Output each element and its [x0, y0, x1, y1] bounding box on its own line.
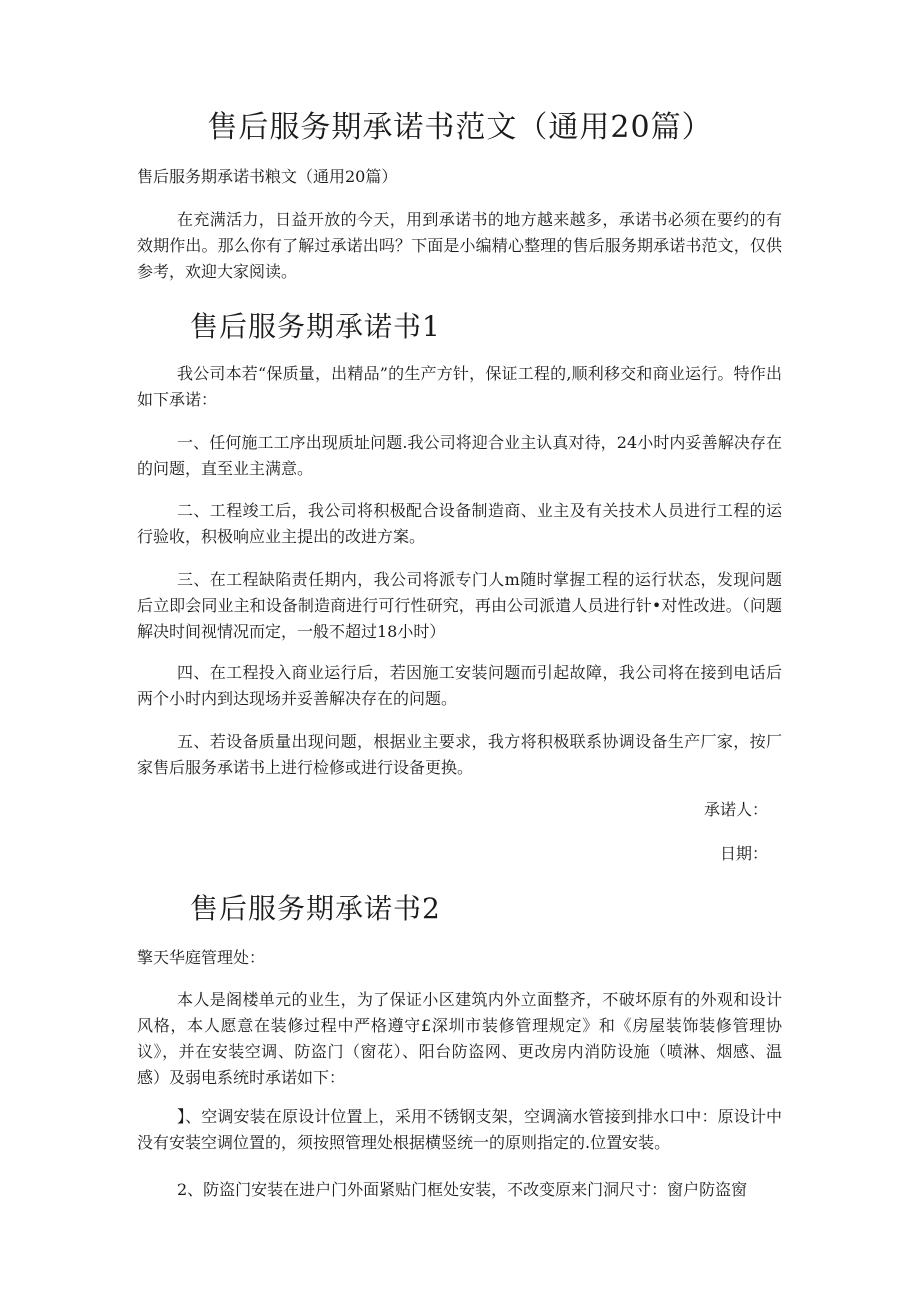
document-title: 售后服务期承诺书范文（通用20篇）	[207, 110, 713, 145]
addressee: 擎天华庭管理处：	[137, 948, 266, 967]
section-2-paragraph-2: 】、空调安装在原设计位置上，采用不锈钢支架，空调滴水管接到排水口中：原设计中没有安装空调位置的，须按照管理处根据横竖统一的原则指定的.位置安装。	[137, 1107, 782, 1152]
section-1-paragraph-5: 四、在工程投入商业运行后，若因施工安装问题而引起故障，我公司将在接到电话后两个小时内到达现场并妥善解决存在的问题。	[137, 663, 782, 708]
section-1-heading: 售后服务期承诺书1	[190, 310, 441, 343]
document-subtitle: 售后服务期承诺书粮文（通用20篇）	[137, 167, 398, 186]
intro-paragraph: 在充满活力，日益开放的今天，用到承诺书的地方越来越多，承诺书必须在要约的有效期作出。那么你有了解过承诺出吗？下面是小编精心整理的售后服务期承诺书范文，仅供参考，欢迎大家阅读。	[137, 210, 782, 281]
section-1-paragraph-6: 五、若设备质量出现问题，根据业主要求，我方将积极联系协调设备生产厂家，按厂家售后服务承诺书上进行检修或进行设备更换。	[137, 732, 782, 777]
section-1-paragraph-2: 一、任何施工工序出现质址问题.我公司将迎合业主认真对待，24小时内妥善解决存在的问题，直至业主满意。	[137, 433, 782, 478]
date-label: 日期：	[719, 844, 768, 863]
promiser-label: 承诺人：	[703, 800, 768, 819]
section-2-heading: 售后服务期承诺书2	[190, 892, 441, 925]
section-1-paragraph-3: 二、工程竣工后，我公司将积极配合设备制造商、业主及有关技术人员进行工程的运行验收，积极响应业主提出的改进方案。	[137, 501, 782, 546]
section-2-paragraph-3: 2、防盗门安装在进户门外面紧贴门框处安装，不改变原来门洞尺寸：窗户防盗窗	[177, 1180, 748, 1199]
section-1-paragraph-4: 三、在工程缺陷责任期内，我公司将派专门人m随时掌握工程的运行状态，发现问题后立即会同业主和设备制造商进行可行性研究，再由公司派遣人员进行针•对性改进。（问题解决时间视情况而定，一般不超过18小时）	[137, 570, 782, 641]
section-2-paragraph-1: 本人是阁楼单元的业生，为了保证小区建筑内外立面整齐，不破坏原有的外观和设计风格，本人愿意在装修过程中严格遵守£深圳市装修管理规定》和《房屋装饰装修管理协议》，并在安装空调、防盗门（窗花）、阳台防盗网、更改房内消防设施（喷淋、烟感、温感）及弱电系统时承诺如下：	[137, 990, 782, 1087]
section-1-paragraph-1: 我公司本若“保质量，出精品”的生产方针，保证工程的,顺利移交和商业运行。特作出如下承诺：	[137, 364, 782, 409]
